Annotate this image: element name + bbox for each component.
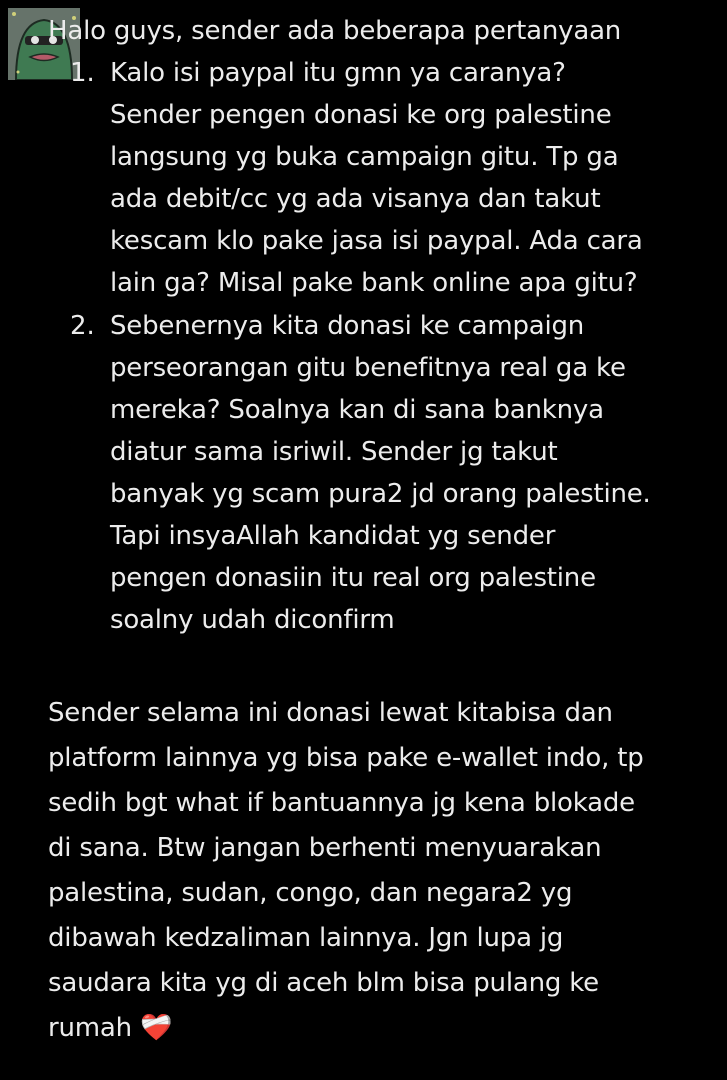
paragraph-last-text: rumah	[48, 1013, 132, 1043]
paragraph-line: sedih bgt what if bantuannya jg kena blokade	[48, 788, 635, 818]
paragraph-line: palestina, sudan, congo, dan negara2 yg	[48, 878, 573, 908]
paragraph-line: Sender selama ini donasi lewat kitabisa dan	[48, 698, 613, 728]
question-2-line: diatur sama isriwil. Sender jg takut	[110, 437, 558, 467]
paragraph-line: dibawah kedzaliman lainnya. Jgn lupa jg	[48, 923, 564, 953]
paragraph-line: saudara kita yg di aceh blm bisa pulang ke	[48, 968, 599, 998]
question-1-line: kescam klo pake jasa isi paypal. Ada cara	[110, 226, 643, 256]
question-1-line: Kalo isi paypal itu gmn ya caranya?	[110, 58, 566, 88]
intro-line: Halo guys, sender ada beberapa pertanyaan	[48, 16, 622, 46]
question-2-line: perseorangan gitu benefitnya real ga ke	[110, 353, 626, 383]
question-1-line: lain ga? Misal pake bank online apa gitu?	[110, 268, 638, 298]
question-1-line: langsung yg buka campaign gitu. Tp ga	[110, 142, 619, 172]
question-2-line: banyak yg scam pura2 jd orang palestine.	[110, 479, 651, 509]
question-2-line: Tapi insyaAllah kandidat yg sender	[110, 521, 556, 551]
paragraph-line: platform lainnya yg bisa pake e-wallet indo, tp	[48, 743, 644, 773]
question-2-line: pengen donasiin itu real org palestine	[110, 563, 596, 593]
question-number: 2.	[70, 311, 95, 341]
question-1-line: Sender pengen donasi ke org palestine	[110, 100, 612, 130]
paragraph-line: di sana. Btw jangan berhenti menyuarakan	[48, 833, 602, 863]
question-number: 1.	[70, 58, 95, 88]
mending-heart-icon: ❤️‍🩹	[140, 1013, 173, 1043]
question-2-line: mereka? Soalnya kan di sana banknya	[110, 395, 604, 425]
paragraph-last-line	[48, 1007, 172, 1049]
question-2-line: soalny udah diconfirm	[110, 605, 395, 635]
question-1-line: ada debit/cc yg ada visanya dan takut	[110, 184, 601, 214]
question-2-line: Sebenernya kita donasi ke campaign	[110, 311, 585, 341]
